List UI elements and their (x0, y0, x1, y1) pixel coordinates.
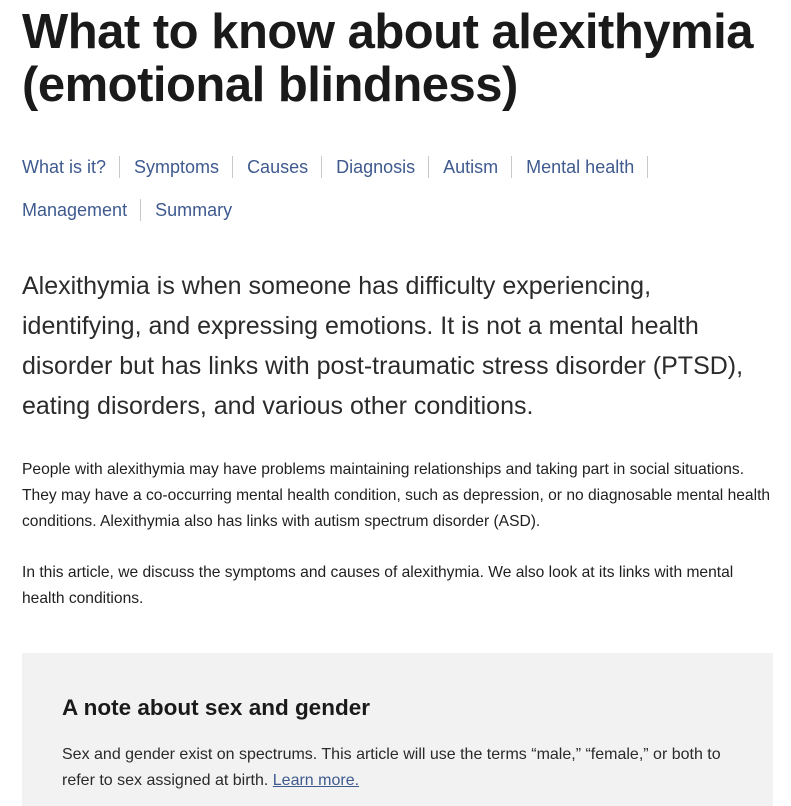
note-body (62, 742, 742, 794)
toc-link[interactable]: Symptoms (134, 156, 220, 177)
toc-divider (140, 199, 141, 221)
toc-item-what-is-it[interactable] (22, 145, 134, 188)
sex-gender-note (22, 653, 773, 806)
body-paragraph: In this article, we discuss the symptoms and causes of alexithymia. We also look at its links with mental health conditions. (22, 564, 734, 607)
toc-item-summary[interactable] (155, 188, 232, 231)
toc-item-causes[interactable] (247, 145, 336, 188)
note-heading: A note about sex and gender (62, 695, 370, 720)
toc-divider (119, 156, 120, 178)
toc-item-symptoms[interactable] (134, 145, 247, 188)
article (22, 0, 774, 789)
toc-link[interactable]: Autism (443, 156, 499, 177)
lead-paragraph: Alexithymia is when someone has difficulty experiencing, identifying, and expressing emotions. It is not a mental health disorder but has links with post-traumatic stress disorder (PTSD), eating disorders, and various other conditions. (22, 272, 744, 420)
body-paragraph: People with alexithymia may have problems maintaining relationships and taking part in social situations. They may have a co-occurring mental health condition, such as depression, or no diagnosable mental health conditions. Alexithymia also has links with autism spectrum disorder (ASD). (22, 461, 771, 530)
toc-link[interactable]: Causes (247, 156, 309, 177)
toc-divider (232, 156, 233, 178)
toc-divider (321, 156, 322, 178)
note-text: Sex and gender exist on spectrums. This article will use the terms “male,” “female,” or both to refer to sex assigned at birth. (62, 746, 721, 789)
toc-link[interactable]: Diagnosis (336, 156, 416, 177)
toc-link[interactable]: What is it? (22, 156, 107, 177)
page-title: What to know about alexithymia (emotional blindness) (22, 5, 753, 112)
toc-item-mental-health[interactable] (526, 145, 662, 188)
toc-divider (428, 156, 429, 178)
learn-more-link[interactable]: Learn more. (272, 772, 360, 789)
toc-divider (511, 156, 512, 178)
toc-item-diagnosis[interactable] (336, 145, 443, 188)
toc-item-autism[interactable] (443, 145, 526, 188)
toc-divider (647, 156, 648, 178)
table-of-contents (22, 145, 722, 231)
toc-item-management[interactable] (22, 188, 155, 231)
toc-link[interactable]: Management (22, 199, 128, 220)
toc-link[interactable]: Mental health (526, 156, 635, 177)
toc-link[interactable]: Summary (155, 199, 233, 220)
